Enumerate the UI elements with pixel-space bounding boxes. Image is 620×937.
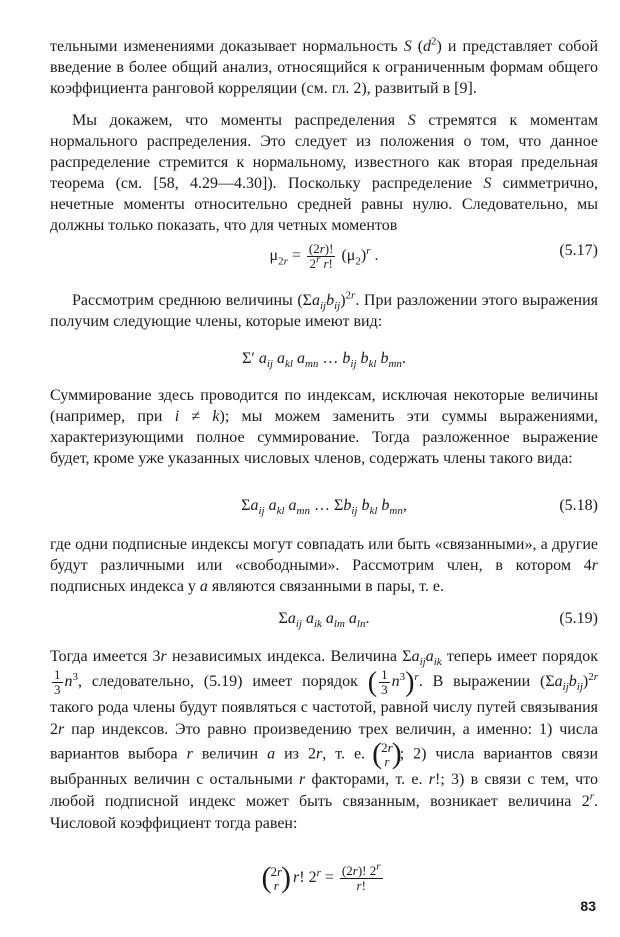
paragraph-5: где одни подписные индексы могут совпадать или быть «связанными», а другие будут различными или «свободными». Рассмотрим член, в котором 4r подписных индекса у a являются связанными в пары, т. е. xyxy=(50,536,598,595)
paragraph-3: Рассмотрим среднюю величины $(\Sigma a_{ij}b_{ij})^{2r}$. При разложении этого выражения получим следующие члены, которые имеют вид: xyxy=(50,289,599,330)
equation-5-18-body: $\Sigma a_{ij}$ $a_{kl}$ $a_{mn}$ … $\Sigma b_{ij}$ $b_{kl}$ $b_{mn}$, xyxy=(241,497,407,518)
equation-final xyxy=(50,860,598,896)
equation-terms-body: Σ′ $a_{ij}$ $a_{kl}$ $a_{mn}$ … $b_{ij}$ $b_{kl}$ $b_{mn}$. xyxy=(242,350,406,371)
equation-terms xyxy=(50,346,598,376)
equation-5-17-body: $\mu_{2r}$ = $\frac{(2r)!}{2^r r!}$ $(\mu_2)^r$ . xyxy=(269,241,379,271)
paragraph-1: тельными изменениями доказывает нормальность S $(d^2)$ и представляет собой введение в более общий анализ, относящийся к ограниченным формам общего коэффициента ранговой корреляции (см. гл. 2), развитый в [9]. xyxy=(50,35,599,97)
equation-5-19 xyxy=(50,606,598,636)
equation-5-18-label: (5.18) xyxy=(559,497,598,514)
equation-5-19-label: (5.19) xyxy=(559,610,598,627)
paragraph-4: Суммирование здесь проводится по индексам, исключая некоторые величины (например, при i ≠ k); мы можем заменить эти суммы выражениями, характеризующими полное суммирование. Тогда разложенное выражение будет, кроме уже указанных числовых членов, содержать члены такого вида: xyxy=(50,387,598,467)
paragraph-6: Тогда имеется 3r независимых индекса. Величина $\Sigma a_{ij}a_{ik}$ теперь имеет порядок $\frac{1}{3}$ $n^3$, следовательно, (5.19) имеет порядок ( $\frac{1}{3}$ $n^3)^r$. В выражении $(\Sigma a_{ij}b_{ij})^{2r}$ такого рода члены будут появляться с частотой, равной числу путей связывания 2r пар индексов. Это равно произведению трех величин, а именно: 1) числа вариантов выбора r величин a из 2r, т. е. ( 2r r ) ; 2) числа вариантов связи выбранных величин с остальными r факторами, т. е. r!; 3) в связи с тем, что любой подписной индекс может быть связанным, возникает величина 2$^r$. Числовой коэффициент тогда равен: xyxy=(50,646,598,835)
equation-final-body: ( 2r r ) r! $2^r$ = $\frac{(2r)! 2^r}{r!}$ xyxy=(50,864,598,893)
equation-5-19-body: $\Sigma a_{ij}$ $a_{ik}$ $a_{lm}$ $a_{ln}$. xyxy=(278,610,370,631)
equation-5-18 xyxy=(50,493,598,523)
paragraph-2: Мы докажем, что моменты распределения S стремятся к моментам нормального распределения. Это следует из положения о том, что данное распределение стремится к нормальному, известного как вторая предельная теорема (см. [58, 4.29—4.30]). Поскольку распределение S симметрично, нечетные моменты относительно средней равны нулю. Следовательно, мы должны только показать, что для четных моментов xyxy=(50,112,599,234)
equation-5-17 xyxy=(50,238,598,271)
page-number: 83 xyxy=(580,898,596,914)
equation-5-17-label: (5.17) xyxy=(559,242,598,259)
